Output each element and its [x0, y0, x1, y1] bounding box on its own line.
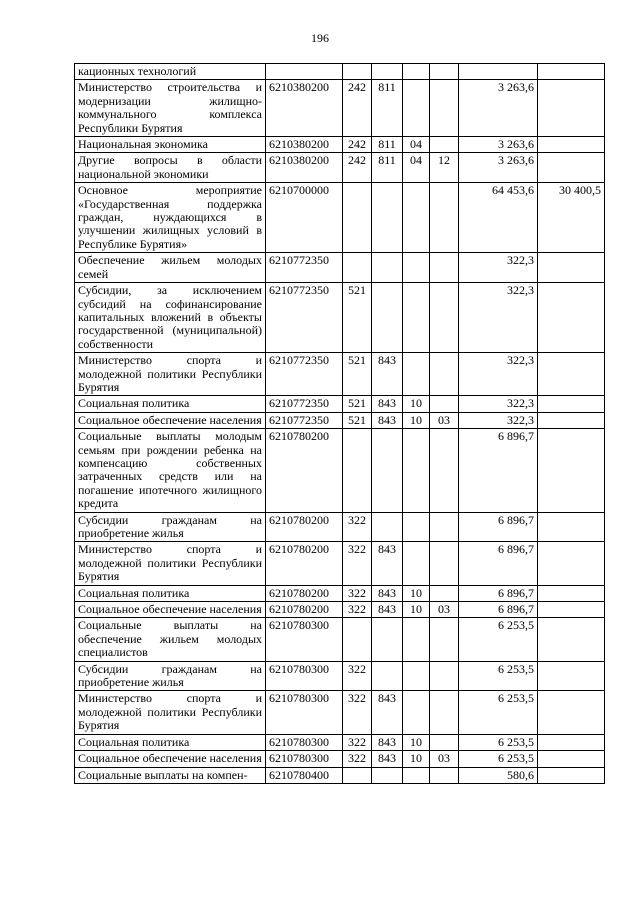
administrator-code-cell: 843	[372, 691, 403, 734]
subsection-cell	[430, 767, 459, 783]
amount-secondary-cell	[538, 691, 605, 734]
target-article-cell: 6210772350	[266, 396, 343, 412]
row-name-cell: Субсидии, за исключением субсидий на софинансирование капитальных вложений в объекты государственной (муниципальной) собственности	[75, 283, 266, 353]
subsection-cell	[430, 183, 459, 253]
administrator-code-cell	[372, 183, 403, 253]
table-row	[75, 691, 605, 734]
target-article-cell: 6210380200	[266, 80, 343, 137]
table-row	[75, 183, 605, 253]
target-article-cell: 6210780200	[266, 585, 343, 601]
row-name-cell: Субсидии гражданам на приобретение жилья	[75, 661, 266, 691]
target-article-cell	[266, 64, 343, 80]
amount-cell: 322,3	[459, 283, 538, 353]
amount-secondary-cell	[538, 137, 605, 153]
subsection-cell	[430, 542, 459, 585]
amount-cell: 6 896,7	[459, 429, 538, 512]
subsection-cell	[430, 353, 459, 396]
amount-secondary-cell	[538, 353, 605, 396]
amount-cell: 6 896,7	[459, 602, 538, 618]
target-article-cell: 6210780300	[266, 751, 343, 767]
amount-secondary-cell	[538, 396, 605, 412]
expense-type-cell: 242	[343, 137, 372, 153]
table-row	[75, 618, 605, 661]
table-row	[75, 153, 605, 183]
expense-type-cell: 322	[343, 661, 372, 691]
expense-type-cell: 322	[343, 585, 372, 601]
target-article-cell: 6210780200	[266, 512, 343, 542]
subsection-cell	[430, 396, 459, 412]
row-name-cell: Министерство спорта и молодежной политики Республики Бурятия	[75, 691, 266, 734]
section-cell	[403, 183, 430, 253]
amount-cell	[459, 64, 538, 80]
table-row	[75, 602, 605, 618]
target-article-cell: 6210380200	[266, 137, 343, 153]
target-article-cell: 6210780300	[266, 618, 343, 661]
section-cell	[403, 429, 430, 512]
target-article-cell: 6210780300	[266, 691, 343, 734]
expense-type-cell: 242	[343, 153, 372, 183]
row-name-cell: Социальная политика	[75, 585, 266, 601]
target-article-cell: 6210780400	[266, 767, 343, 783]
expense-type-cell: 521	[343, 353, 372, 396]
budget-table	[74, 63, 605, 784]
subsection-cell	[430, 429, 459, 512]
section-cell: 10	[403, 734, 430, 750]
table-row	[75, 585, 605, 601]
table-row	[75, 542, 605, 585]
table-row	[75, 734, 605, 750]
row-name-cell: Социальное обеспечение населения	[75, 751, 266, 767]
amount-secondary-cell	[538, 767, 605, 783]
table-row	[75, 253, 605, 283]
amount-secondary-cell	[538, 618, 605, 661]
administrator-code-cell: 843	[372, 412, 403, 428]
amount-secondary-cell	[538, 512, 605, 542]
amount-cell: 322,3	[459, 412, 538, 428]
subsection-cell	[430, 512, 459, 542]
section-cell	[403, 767, 430, 783]
expense-type-cell: 322	[343, 512, 372, 542]
administrator-code-cell	[372, 429, 403, 512]
amount-secondary-cell: 30 400,5	[538, 183, 605, 253]
row-name-cell: Основное мероприятие «Государственная поддержка граждан, нуждающихся в улучшении жилищных условий в Республике Бурятия»	[75, 183, 266, 253]
amount-cell: 3 263,6	[459, 80, 538, 137]
amount-secondary-cell	[538, 283, 605, 353]
amount-secondary-cell	[538, 153, 605, 183]
amount-secondary-cell	[538, 542, 605, 585]
section-cell	[403, 64, 430, 80]
amount-secondary-cell	[538, 80, 605, 137]
amount-secondary-cell	[538, 751, 605, 767]
subsection-cell	[430, 137, 459, 153]
target-article-cell: 6210780200	[266, 542, 343, 585]
amount-cell: 6 253,5	[459, 734, 538, 750]
amount-secondary-cell	[538, 585, 605, 601]
amount-secondary-cell	[538, 429, 605, 512]
subsection-cell: 03	[430, 602, 459, 618]
row-name-cell: Социальная политика	[75, 396, 266, 412]
row-name-cell: Социальные выплаты на компен-	[75, 767, 266, 783]
target-article-cell: 6210772350	[266, 353, 343, 396]
row-name-cell: Социальное обеспечение населения	[75, 602, 266, 618]
administrator-code-cell: 811	[372, 80, 403, 137]
row-name-cell: Национальная экономика	[75, 137, 266, 153]
amount-cell: 6 253,5	[459, 618, 538, 661]
row-name-cell: Министерство строительства и модернизации жилищно-коммунального комплекса Республики Бурятия	[75, 80, 266, 137]
row-name-cell: Министерство спорта и молодежной политики Республики Бурятия	[75, 542, 266, 585]
section-cell	[403, 512, 430, 542]
amount-cell: 6 896,7	[459, 512, 538, 542]
administrator-code-cell: 843	[372, 734, 403, 750]
administrator-code-cell	[372, 767, 403, 783]
table-row	[75, 751, 605, 767]
subsection-cell	[430, 661, 459, 691]
administrator-code-cell: 843	[372, 751, 403, 767]
page-number: 196	[311, 31, 329, 45]
expense-type-cell: 521	[343, 283, 372, 353]
expense-type-cell: 322	[343, 602, 372, 618]
amount-cell: 3 263,6	[459, 153, 538, 183]
target-article-cell: 6210700000	[266, 183, 343, 253]
table-row	[75, 64, 605, 80]
amount-secondary-cell	[538, 412, 605, 428]
target-article-cell: 6210772350	[266, 253, 343, 283]
expense-type-cell	[343, 767, 372, 783]
row-name-cell: Социальное обеспечение населения	[75, 412, 266, 428]
amount-secondary-cell	[538, 661, 605, 691]
section-cell: 04	[403, 153, 430, 183]
section-cell	[403, 661, 430, 691]
administrator-code-cell: 843	[372, 542, 403, 585]
section-cell	[403, 353, 430, 396]
amount-cell: 6 896,7	[459, 585, 538, 601]
expense-type-cell: 322	[343, 751, 372, 767]
amount-cell: 6 896,7	[459, 542, 538, 585]
target-article-cell: 6210780200	[266, 429, 343, 512]
target-article-cell: 6210772350	[266, 283, 343, 353]
subsection-cell	[430, 618, 459, 661]
amount-cell: 580,6	[459, 767, 538, 783]
section-cell: 10	[403, 585, 430, 601]
row-name-cell: Министерство спорта и молодежной политики Республики Бурятия	[75, 353, 266, 396]
subsection-cell	[430, 585, 459, 601]
target-article-cell: 6210380200	[266, 153, 343, 183]
administrator-code-cell: 843	[372, 585, 403, 601]
row-name-cell: Социальная политика	[75, 734, 266, 750]
section-cell: 04	[403, 137, 430, 153]
subsection-cell	[430, 283, 459, 353]
table-row	[75, 767, 605, 783]
expense-type-cell	[343, 618, 372, 661]
section-cell: 10	[403, 412, 430, 428]
section-cell	[403, 691, 430, 734]
budget-table-body	[75, 64, 605, 784]
row-name-cell: Социальные выплаты молодым семьям при рождении ребенка на компенсацию собственных затраченных средств или на погашение ипотечного жилищного кредита	[75, 429, 266, 512]
expense-type-cell: 521	[343, 412, 372, 428]
administrator-code-cell	[372, 64, 403, 80]
amount-cell: 322,3	[459, 353, 538, 396]
table-row	[75, 661, 605, 691]
administrator-code-cell	[372, 253, 403, 283]
subsection-cell	[430, 253, 459, 283]
table-row	[75, 137, 605, 153]
row-name-cell: Социальные выплаты на обеспечение жильем молодых специалистов	[75, 618, 266, 661]
section-cell	[403, 253, 430, 283]
section-cell	[403, 80, 430, 137]
target-article-cell: 6210772350	[266, 412, 343, 428]
amount-cell: 322,3	[459, 253, 538, 283]
expense-type-cell: 521	[343, 396, 372, 412]
section-cell: 10	[403, 602, 430, 618]
subsection-cell	[430, 80, 459, 137]
amount-cell: 6 253,5	[459, 751, 538, 767]
administrator-code-cell	[372, 661, 403, 691]
administrator-code-cell	[372, 283, 403, 353]
amount-cell: 6 253,5	[459, 691, 538, 734]
administrator-code-cell: 811	[372, 137, 403, 153]
subsection-cell: 03	[430, 412, 459, 428]
table-row	[75, 353, 605, 396]
amount-secondary-cell	[538, 64, 605, 80]
table-row	[75, 412, 605, 428]
table-row	[75, 80, 605, 137]
table-row	[75, 283, 605, 353]
expense-type-cell	[343, 429, 372, 512]
administrator-code-cell: 843	[372, 353, 403, 396]
section-cell	[403, 542, 430, 585]
administrator-code-cell	[372, 512, 403, 542]
amount-cell: 3 263,6	[459, 137, 538, 153]
section-cell	[403, 283, 430, 353]
administrator-code-cell	[372, 618, 403, 661]
expense-type-cell: 322	[343, 542, 372, 585]
row-name-cell: Субсидии гражданам на приобретение жилья	[75, 512, 266, 542]
target-article-cell: 6210780200	[266, 602, 343, 618]
expense-type-cell	[343, 64, 372, 80]
expense-type-cell	[343, 183, 372, 253]
administrator-code-cell: 843	[372, 396, 403, 412]
expense-type-cell: 322	[343, 734, 372, 750]
subsection-cell	[430, 64, 459, 80]
amount-cell: 64 453,6	[459, 183, 538, 253]
expense-type-cell: 242	[343, 80, 372, 137]
section-cell: 10	[403, 751, 430, 767]
subsection-cell	[430, 734, 459, 750]
amount-cell: 6 253,5	[459, 661, 538, 691]
row-name-cell: Обеспечение жильем молодых семей	[75, 253, 266, 283]
section-cell: 10	[403, 396, 430, 412]
amount-cell: 322,3	[459, 396, 538, 412]
expense-type-cell: 322	[343, 691, 372, 734]
table-row	[75, 396, 605, 412]
target-article-cell: 6210780300	[266, 734, 343, 750]
section-cell	[403, 618, 430, 661]
subsection-cell	[430, 691, 459, 734]
expense-type-cell	[343, 253, 372, 283]
subsection-cell: 03	[430, 751, 459, 767]
table-row	[75, 512, 605, 542]
row-name-cell: кационных технологий	[75, 64, 266, 80]
subsection-cell: 12	[430, 153, 459, 183]
row-name-cell: Другие вопросы в области национальной экономики	[75, 153, 266, 183]
amount-secondary-cell	[538, 734, 605, 750]
amount-secondary-cell	[538, 602, 605, 618]
table-row	[75, 429, 605, 512]
administrator-code-cell: 811	[372, 153, 403, 183]
amount-secondary-cell	[538, 253, 605, 283]
administrator-code-cell: 843	[372, 602, 403, 618]
target-article-cell: 6210780300	[266, 661, 343, 691]
